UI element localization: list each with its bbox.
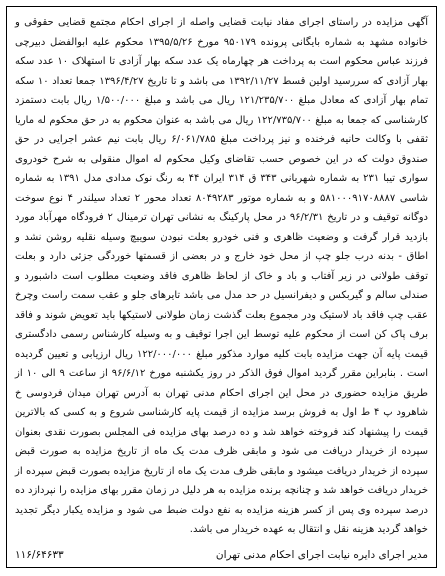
legal-notice-box — [6, 6, 437, 568]
footer-reference-number: ۱۱۶/۶۴۶۳۳ — [15, 549, 64, 561]
notice-body-text: آگهی مزایده در راستای اجرای مفاد نیابت قضایی واصله از اجرای احکام مجتمع قضایی حقوقی و خانواده مشهد به شماره بایگانی پرونده ۹۵۰۱۷۹ مورخ ۱۳۹۵/۵/۲۶ محکوم علیه ابوالفضل دبیرچی فرزند عباس محکوم است به پرداخت هر چهارماه یک عدد سکه بهار آزادی تا استهلاک ۱۰ عدد سکه بهار آزادی که سررسید اولین قسط ۱۳۹۲/۱۱/۲۷ می باشد و تا تاریخ ۱۳۹۶/۴/۲۷ جمعا تعداد ۱۰ سکه تمام بهار آزادی که معادل مبلغ ۱۲۱/۲۳۵/۷۰۰ ریال می باشد و مبلغ ۱/۵۰۰/۰۰۰ ریال بابت دستمزد کارشناسی که جمعا به مبلغ ۱۲۲/۷۳۵/۷۰۰ ریال می باشد به عنوان محکوم به در حق محکوم له ماریا ثقفی با وکالت حانیه فرخنده و نیز پرداخت مبلغ ۶/۰۶۱/۷۸۵ ریال بابت نیم عشر اجرایی در حق صندوق دولت که در این خصوص حسب تقاضای وکیل محکوم له اموال منقولی به شرح خودروی سواری تیبا ۲۳۱ به شماره شهربانی ۳۴۳ ق ۳۱۴ ایران ۴۴ به رنگ نوک مدادی مدل ۱۳۹۱ به شماره شاسی ۵۸۱۰۰۰۹۱۷۰۸۸۸۷ و به شماره موتور ۸۰۴۹۲۸۳ تعداد محور ۲ تعداد سیلندر ۴ نوع سوخت دوگانه توقیف و در تاریخ ۹۶/۲/۳۱ در محل پارکینگ به نشانی تهران ترمینال ۲ فرودگاه مهرآباد مورد بازدید قرار گرفت و وضعیت ظاهری و فنی خودرو بعلت نبودن سوییچ وسیله نقلیه روشن نشد و اطاق - بدنه درب جلو چپ از محل خود خارج و در بعضی از قسمتها خوردگی جزئی دارد و بعلت توقف طولانی در زیر آفتاب و باد و خاک از لحاظ ظاهری فاقد وضعیت مطلوب است داشبورد و صندلی سالم و گیربکس و دیفرانسیل در حد مدل می باشد تایرهای جلو و عقب سمت راست وچرخ عقب چپ فاقد باد لاستیک ودر مجموع بعلت گذشت زمان طولانی لاستیکها باید تعویض شوند و فاقد برف پاک کن است از محکوم علیه توسط این اجرا توقیف و به وسیله کارشناس رسمی دادگستری قیمت پایه آن جهت مزایده بابت کلیه موارد مذکور مبلغ ۱۲۲/۰۰۰/۰۰۰ ریال ارزیابی و تعیین گردیده است . بنابراین مقرر گردید اموال فوق الذکر در روز یکشنبه مورخ ۹۶/۶/۱۲ از ساعت ۹ الی ۱۰ از طریق مزایده حضوری در محل این اجرای احکام مدنی تهران به آدرس تهران میدان فردوسی خ شاهرود پ ۴ ط اول به فروش برسد مزایده از قیمت پایه کارشناسی شروع و به کسی که بالاترین قیمت را پیشنهاد کند فروخته خواهد شد و ده درصد بهای مزایده فی المجلس بصورت نقدی بعنوان سپرده از خریدار دریافت می شود و مابقی ظرف مدت یک ماه از تاریخ مزایده به صورت قبض سپرده از خریدار دریافت میشود و مابقی ظرف مدت یک ماه از تاریخ مزایده بصورت قبض سپرده از خریدار دریافت خواهد شد و چنانچه برنده مزایده به هر دلیل در زمان مقرر بهای مزایده را نپردازد ده درصد سپرده وی پس از کسر هزینه مزایده به نفع دولت ضبط می شود و مزایده یکبار دیگر تجدید خواهد گردید هزینه نقل و انتقال به عهده خریدار می باشد. — [15, 17, 429, 535]
notice-footer — [15, 547, 428, 563]
footer-signature: مدیر اجرای دایره نیابت اجرای احکام مدنی تهران — [215, 549, 428, 561]
